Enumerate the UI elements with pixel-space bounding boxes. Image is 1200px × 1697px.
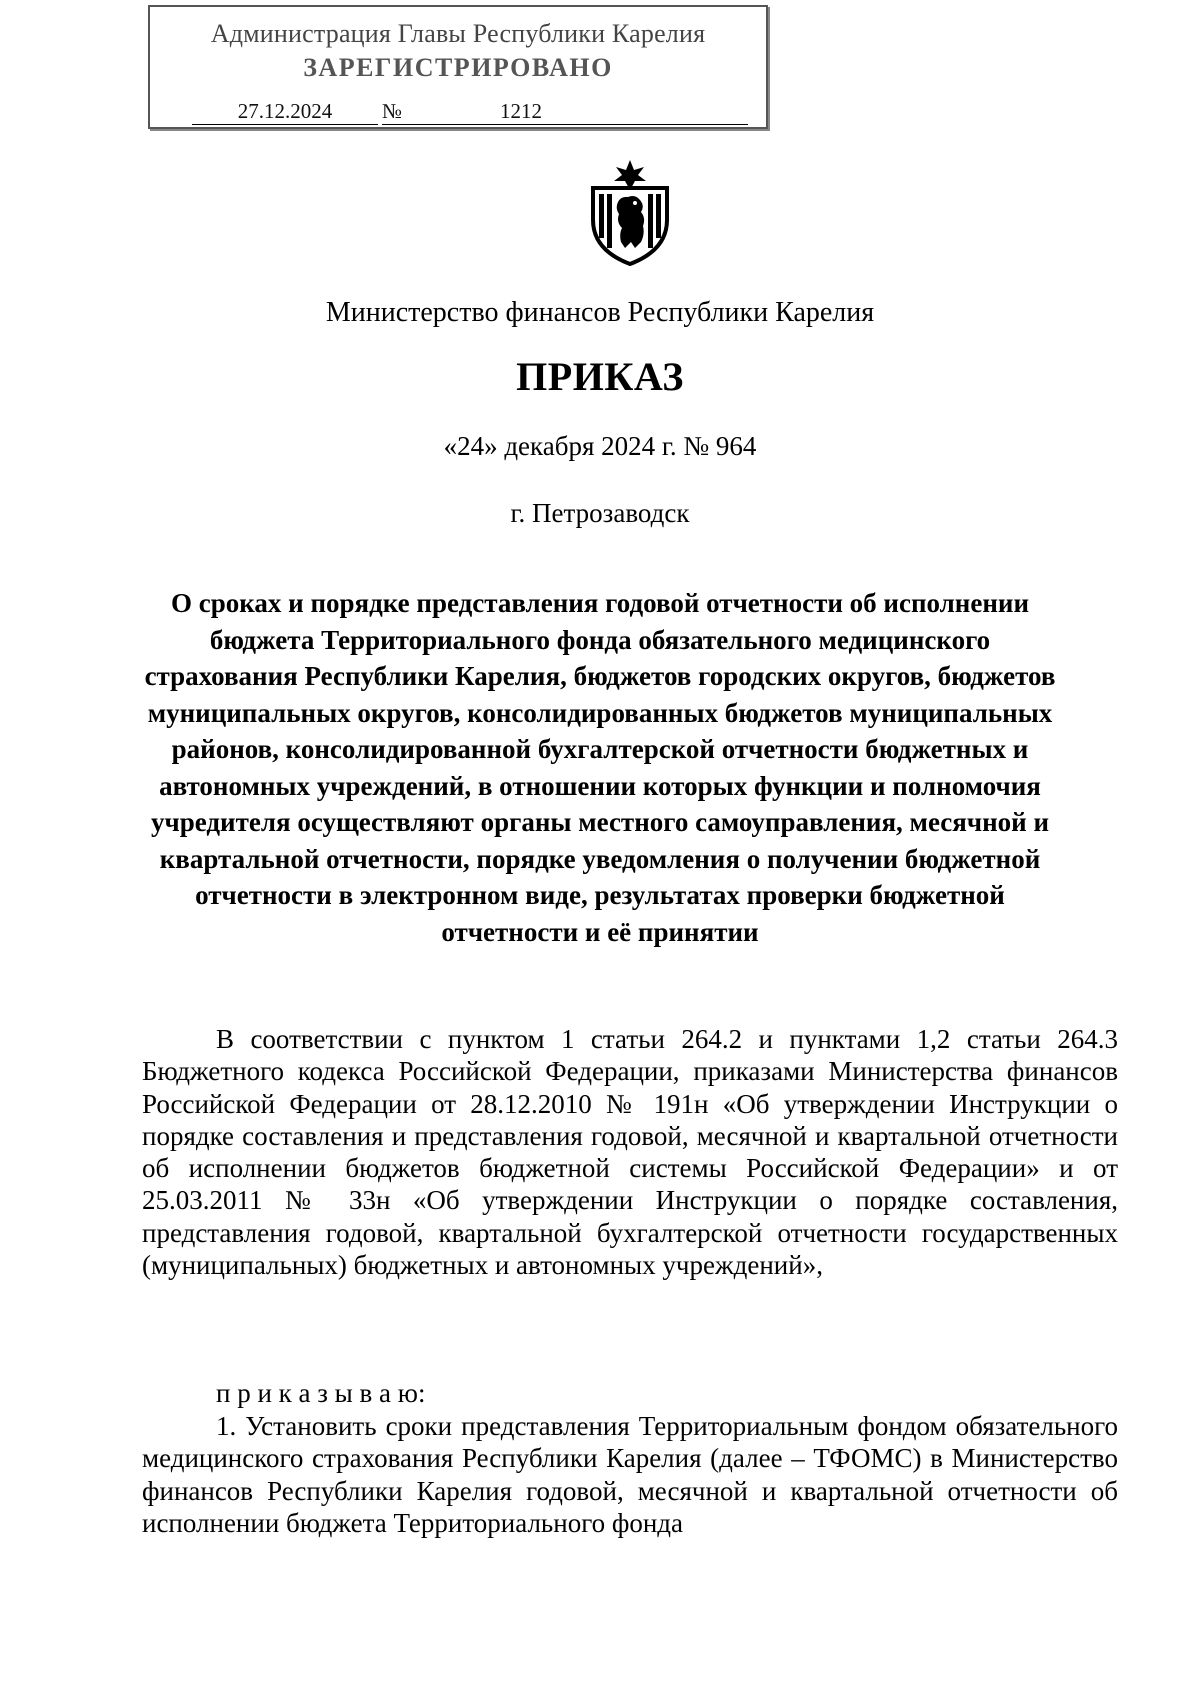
karelia-coat-of-arms-icon <box>585 158 675 266</box>
stamp-organization: Администрация Главы Республики Карелия <box>210 19 706 48</box>
document-title: О сроках и порядке представления годовой отчетности об исполнении бюджета Территориального фонда обязательного медицинского страхования Республики Карелия, бюджетов городских округов, бюджетов муниципальных округов, консолидированных бюджетов муниципальных районов, консолидированной бухгалтерской отчетности бюджетных и автономных учреждений, в отношении которых функции и полномочия учредителя осуществляют органы местного самоуправления, месячной и квартальной отчетности, порядке уведомления о получении бюджетной отчетности в электронном виде, результатах проверки бюджетной отчетности и её принятии <box>144 588 1056 947</box>
order-item-1: 1. Установить сроки представления Территориальным фондом обязательного медицинского страхования Республики Карелия (далее – ТФОМС) в Министерство финансов Республики Карелия годовой, месячной и квартальной отчетности об исполнении бюджета Территориального фонда <box>142 1411 1118 1538</box>
document-type: ПРИКАЗ <box>516 354 684 399</box>
stamp-date: 27.12.2024 <box>192 99 378 125</box>
stamp-status: ЗАРЕГИСТРИРОВАНО <box>303 53 613 82</box>
preamble-paragraph: В соответствии с пунктом 1 статьи 264.2 и пунктами 1,2 статьи 264.3 Бюджетного кодекса Российской Федерации, приказами Министерства финансов Российской Федерации от 28.12.2010 № 191н «Об утверждении Инструкции о порядке составления и представления годовой, месячной и квартальной отчетности об исполнении бюджетов бюджетной системы Российской Федерации» и от 25.03.2011 № 33н «Об утверждении Инструкции о порядке составления, представления годовой, квартальной бухгалтерской отчетности государственных (муниципальных) бюджетных и автономных учреждений», <box>142 1024 1118 1281</box>
ministry-name: Министерство финансов Республики Карелия <box>325 297 875 328</box>
registration-stamp <box>148 5 768 129</box>
stamp-number: 1212 <box>422 99 748 125</box>
document-city: г. Петрозаводск <box>510 498 690 528</box>
document-date-number: «24» декабря 2024 г. № 964 <box>443 431 757 461</box>
order-word: п р и к а з ы в а ю: <box>216 1378 426 1408</box>
stamp-number-label: № <box>382 99 422 125</box>
